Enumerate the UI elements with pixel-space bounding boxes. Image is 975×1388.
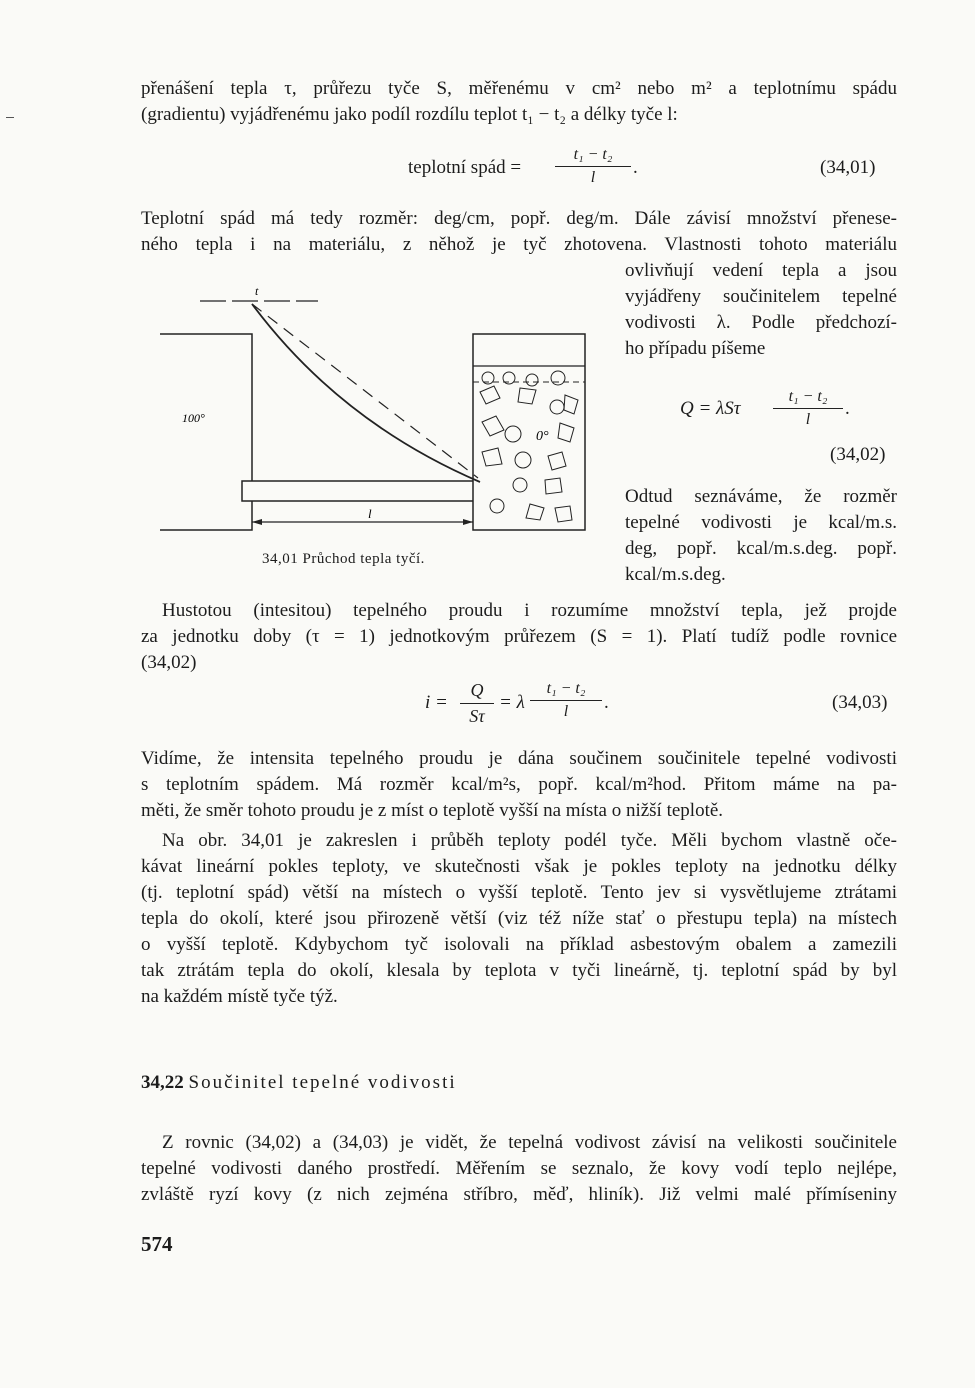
text-line: Z rovnic (34,02) a (34,03) je vidět, že tepelná vodivost závisí na velikosti součinitele: [162, 1132, 897, 1153]
fraction-denominator: l: [563, 703, 569, 720]
fraction-numerator: t₁ − t₂: [573, 146, 613, 163]
text-line: zvláště ryzí kovy (z nich zejména stříbro, měď, hliník). Již velmi malé přímíseniny: [141, 1184, 897, 1205]
temperature-label-100: 100°: [182, 411, 205, 425]
temperature-label-0: 0°: [536, 429, 549, 444]
text-line: ho případu píšeme: [625, 338, 766, 359]
text-line: kcal/m.s.deg.: [625, 564, 726, 585]
text-line: Na obr. 34,01 je zakreslen i průběh teploty podél tyče. Měli bychom vlastně oče-: [162, 830, 897, 851]
text-line: vodivosti λ. Podle předchozí-: [625, 312, 897, 333]
equation-fraction: [773, 388, 843, 429]
equation-fraction: [555, 146, 631, 187]
cold-block: [473, 334, 585, 530]
equation-number: (34,01): [820, 157, 876, 178]
text-line: Vidíme, že intensita tepelného proudu je dána součinem součinitele tepelné vodivosti: [141, 748, 897, 769]
text-line: na každém místě tyče týž.: [141, 986, 338, 1007]
fraction-numerator: t₁ − t₂: [546, 680, 586, 697]
equation-lhs: teplotní spád =: [408, 157, 522, 178]
section-title: Součinitel tepelné vodivosti: [188, 1072, 457, 1093]
text-line: tepla do okolí, které jsou přirozeně větší (viz též níže stať o přestupu tepla) na místech: [141, 908, 897, 929]
equation-fraction: [460, 680, 494, 727]
text-line: vyjádřeny součinitelem tepelné: [625, 286, 897, 307]
equation-end: .: [604, 692, 609, 713]
equation-number: (34,03): [832, 692, 888, 713]
equation-number: (34,02): [830, 444, 886, 465]
text-line: Teplotní spád má tedy rozměr: deg/cm, popř. deg/m. Dále závisí množství přenese-: [141, 208, 897, 229]
equation-lhs: Q = λSτ: [680, 398, 741, 419]
text-line: kávat lineární pokles teploty, ve skutečnosti však je pokles teploty na jednotku délky: [141, 856, 897, 877]
temperature-axis-label: t: [255, 284, 259, 298]
text-line: ovlivňují vedení tepla a jsou: [625, 260, 897, 281]
section-number: 34,22: [141, 1072, 184, 1093]
fraction-numerator: t₁ − t₂: [788, 388, 828, 405]
fraction-denominator: l: [805, 411, 811, 428]
text-line: přenášení tepla τ, průřezu tyče S, měřenému v cm² nebo m² a teplotnímu spádu: [141, 78, 897, 99]
text-line: ného tepla i na materiálu, z něhož je tyč zhotovena. Vlastnosti tohoto materiálu: [141, 234, 897, 255]
equation-end: .: [845, 398, 850, 419]
equation-lhs: i =: [425, 692, 448, 713]
heat-conduction-figure: [160, 282, 600, 544]
fraction-numerator: Q: [470, 680, 484, 700]
text-line: tak ztrátám tepla do okolí, klesala by teplota v tyči lineárně, tj. teplotní spád by byl: [141, 960, 897, 981]
equation-fraction: [530, 680, 602, 721]
length-label: l: [368, 506, 372, 521]
equation-operator: = λ: [499, 692, 525, 713]
margin-mark: [6, 117, 14, 118]
text-line: (gradientu) vyjádřenému jako podíl rozdílu teplot t₁ − t₂ a délky tyče l:: [141, 104, 678, 125]
text-line: tepelné vodivosti je kcal/m.s.: [625, 512, 897, 533]
text-line: (tj. teplotní spád) větší na místech o vyšší teplotě. Tento jev si vysvětlujeme ztrátami: [141, 882, 897, 903]
text-line: (34,02): [141, 652, 197, 673]
text-line: s teplotním spádem. Má rozměr kcal/m²s, popř. kcal/m²hod. Přitom máme na pa-: [141, 774, 897, 795]
text-line: deg, popř. kcal/m.s.deg. popř.: [625, 538, 897, 559]
text-line: měti, že směr tohoto proudu je z míst o teplotě vyšší na místa o nižší teplotě.: [141, 800, 724, 821]
fraction-denominator: l: [590, 169, 596, 186]
section-heading: [141, 1072, 457, 1094]
text-line: Hustotou (intesitou) tepelného proudu i rozumíme množství tepla, jež projde: [162, 600, 897, 621]
fraction-denominator: Sτ: [469, 706, 485, 726]
page-number: 574: [141, 1232, 173, 1256]
text-line: Odtud seznáváme, že rozměr: [625, 486, 897, 507]
text-line: o vyšší teplotě. Kdybychom tyč isolovali na příklad asbestovým obalem a zamezili: [141, 934, 897, 955]
text-line: tepelné vodivosti daného prostředí. Měřením se seznalo, že kovy vodí teplo nejlépe,: [141, 1158, 897, 1179]
hot-block: [160, 334, 252, 530]
figure-caption: 34,01 Průchod tepla tyčí.: [262, 551, 425, 567]
equation-end: .: [633, 157, 638, 178]
linear-temperature-line: [252, 304, 478, 478]
text-line: za jednotku doby (τ = 1) jednotkovým průřezem (S = 1). Platí tudíž podle rovnice: [141, 626, 897, 647]
